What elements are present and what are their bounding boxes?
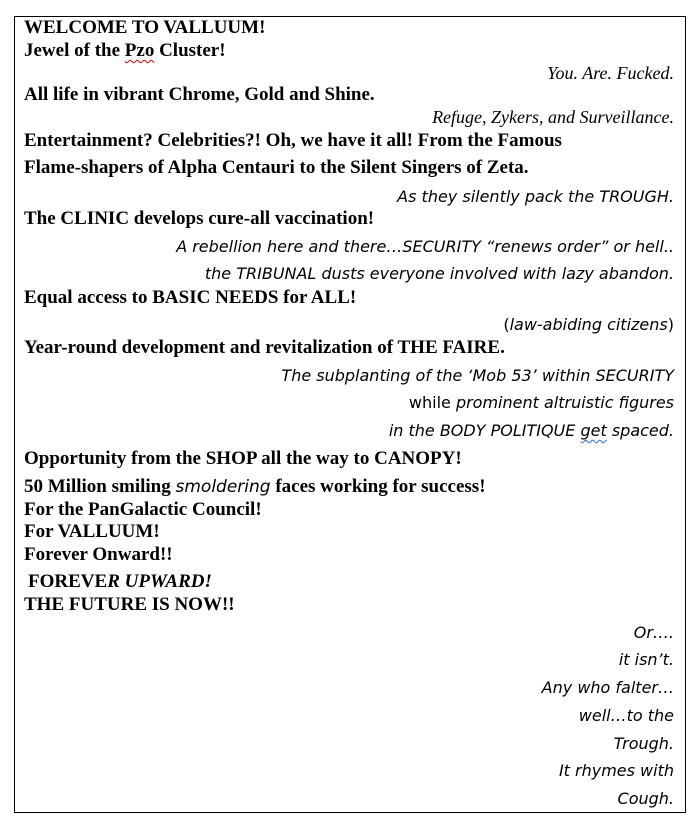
body-line: The CLINIC develops cure-all vaccination! [24, 208, 375, 229]
aside-line: Or…. [633, 623, 674, 642]
body-line [28, 571, 212, 593]
aside-line [389, 421, 674, 440]
text-segment: faces working for success! [270, 476, 486, 497]
text-segment: law-abiding citizens [509, 315, 668, 334]
aside-line: it isn’t. [618, 650, 674, 669]
aside-line: A rebellion here and there…SECURITY “renews order” or hell.. [176, 237, 674, 256]
text-segment: in the BODY POLITIQUE [388, 421, 581, 440]
text-segment: while [408, 393, 456, 412]
aside-line [503, 315, 674, 334]
text-segment: FOREVE [28, 571, 108, 592]
closing-heading: THE FUTURE IS NOW!! [24, 594, 235, 615]
text-segment: prominent altruistic figures [455, 393, 674, 412]
aside-line: You. Are. Fucked. [547, 63, 674, 83]
body-line: Forever Onward!! [24, 544, 173, 565]
document-page [14, 16, 686, 813]
body-line: Equal access to BASIC NEEDS for ALL! [24, 287, 357, 308]
aside-line: Refuge, Zykers, and Surveillance. [432, 107, 674, 127]
text-segment: Jewel of the [24, 40, 125, 61]
text-segment: spaced. [606, 421, 674, 440]
welcome-heading: WELCOME TO VALLUUM! [24, 17, 266, 38]
paren-close: ) [667, 315, 674, 334]
body-line: For VALLUUM! [24, 521, 160, 542]
aside-line: As they silently pack the TROUGH. [397, 187, 674, 206]
aside-line: The subplanting of the ‘Mob 53’ within SECURITY [281, 366, 674, 385]
misspelled-word: Pzo [124, 40, 155, 61]
line-jewel [24, 40, 226, 62]
grammar-flag-word: get [580, 421, 607, 440]
aside-line: It rhymes with [558, 761, 674, 780]
text-segment: 50 Million smiling [24, 476, 176, 497]
aside-line: the TRIBUNAL dusts everyone involved with lazy abandon. [204, 264, 674, 283]
aside-line: Any who falter… [541, 678, 674, 697]
paren-open: ( [503, 315, 510, 334]
aside-line: Trough. [613, 734, 674, 753]
text-segment: Cluster! [154, 40, 226, 61]
body-line [24, 476, 486, 498]
aside-line: Cough. [617, 789, 674, 808]
body-line: Year-round development and revitalization of THE FAIRE. [24, 337, 505, 358]
body-line: Flame-shapers of Alpha Centauri to the Silent Singers of Zeta. [24, 157, 529, 178]
body-line: Entertainment? Celebrities?! Oh, we have it all! From the Famous [24, 130, 562, 151]
text-segment: smoldering [175, 477, 271, 497]
body-line: For the PanGalactic Council! [24, 499, 262, 520]
text-segment: R UPWARD! [107, 571, 212, 592]
aside-line [409, 393, 674, 412]
body-line: Opportunity from the SHOP all the way to CANOPY! [24, 448, 462, 469]
body-line: All life in vibrant Chrome, Gold and Shine. [24, 84, 375, 105]
aside-line: well…to the [578, 706, 674, 725]
